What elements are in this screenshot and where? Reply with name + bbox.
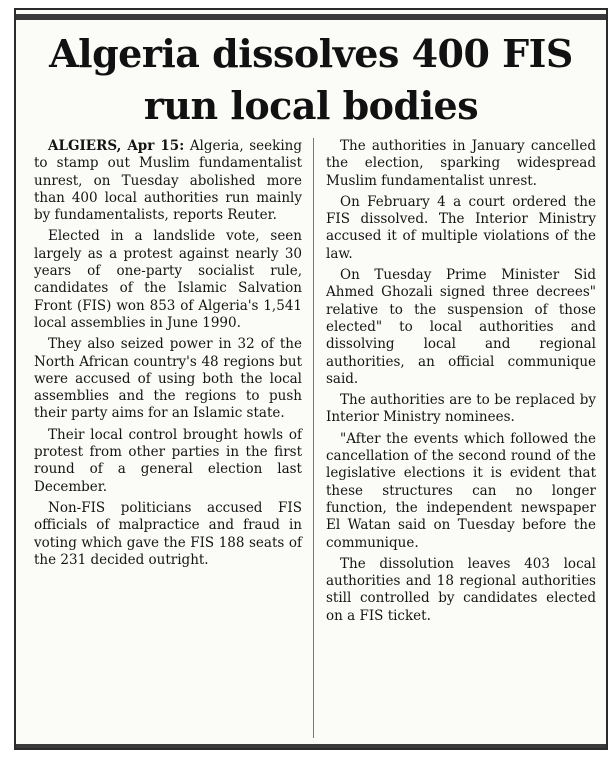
paragraph: They also seized power in 32 of the North African country's 48 regions but were accused of using both the local assemblies and the regions to push their party aims for an Islamic state. <box>34 336 302 422</box>
headline-line-1: Algeria dissolves 400 FIS <box>49 31 573 76</box>
column-divider <box>313 138 314 738</box>
paragraph: The authorities in January cancelled the election, sparking widespread Muslim fundamentalist unrest. <box>326 138 596 189</box>
newspaper-clipping <box>14 8 608 750</box>
paragraph: The authorities are to be replaced by Interior Ministry nominees. <box>326 392 596 426</box>
dateline: ALGIERS, Apr 15: <box>48 138 185 154</box>
paragraph: On Tuesday Prime Minister Sid Ahmed Ghozali signed three decrees" relative to the suspension of those elected" to local authorities and dissolving local and regional authorities, an official communique said. <box>326 267 596 387</box>
paragraph: Their local control brought howls of protest from other parties in the first round of a general election last December. <box>34 426 302 495</box>
left-column <box>34 138 302 573</box>
bottom-rule <box>16 744 606 748</box>
paragraph: "After the events which followed the cancellation of the second round of the legislative elections it is evident that these structures can no longer function, the independent newspaper El Watan said on Tuesday before the communique. <box>326 430 596 551</box>
right-column <box>326 138 596 629</box>
top-rule <box>16 14 606 20</box>
paragraph-text: Algeria, seeking to stamp out Muslim fundamentalist unrest, on Tuesday abolished more than 400 local authorities run mainly by fundamentalists, reports Reuter. <box>34 138 302 224</box>
paragraph <box>34 138 302 224</box>
paragraph: The dissolution leaves 403 local authorities and 18 regional authorities still controlled by candidates elected on a FIS ticket. <box>326 555 596 624</box>
headline-line-2: run local bodies <box>143 83 479 128</box>
headline <box>16 28 606 132</box>
paragraph: Elected in a landslide vote, seen largely as a protest against nearly 30 years of one-party socialist rule, candidates of the Islamic Salvation Front (FIS) won 853 of Algeria's 1,541 local assemblies in June 1990. <box>34 228 302 331</box>
paragraph: On February 4 a court ordered the FIS dissolved. The Interior Ministry accused it of multiple violations of the law. <box>326 193 596 262</box>
paragraph: Non-FIS politicians accused FIS officials of malpractice and fraud in voting which gave the FIS 188 seats of the 231 decided outright. <box>34 499 302 568</box>
